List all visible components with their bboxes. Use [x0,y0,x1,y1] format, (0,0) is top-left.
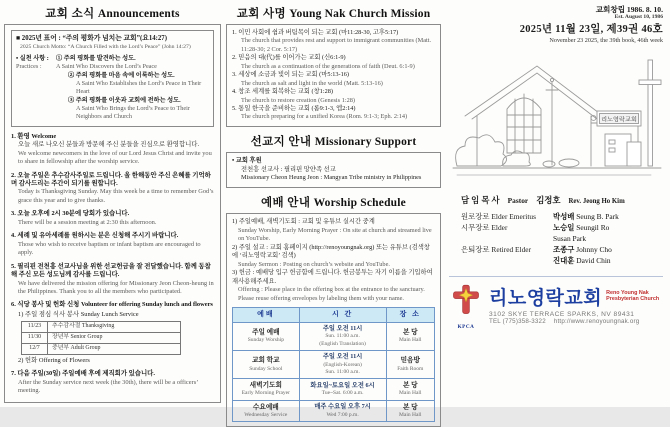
footer-divider [449,276,663,277]
mission-ko: 4. 창조 세계를 회복하는 교회 (창1:28) [232,88,333,96]
church-line-art [451,52,663,184]
announcement-head: 1. 환영 Welcome [11,132,57,140]
elders-grid [461,212,667,266]
practices-label-en: Practices : [16,63,42,71]
mission-ko: 3. 세상에 소금과 빛이 되는 교회 (마5:13-16) [232,71,350,79]
lunch-date: 11/23 [22,322,48,333]
founded-date-en: Est. August 10, 1986 [614,14,663,21]
mission-en: The church preparing for a unified Korea (Rom. 9:1-3; Eph. 2:14) [241,113,408,121]
issue-date-en: November 23 2025, the 39th book, 46th week [549,36,663,44]
church-name-ko: 리노영락교회 [489,287,603,309]
staff-role [461,256,553,266]
masthead [447,5,667,44]
mission-title-en: Young Nak Church Mission [289,8,431,20]
mission-item [232,88,435,105]
table-row [22,343,181,354]
kpca-label: KPCA [457,323,475,330]
table-row [22,333,181,344]
lunch-service-table [21,321,181,354]
pastor-role-ko: 담 임 목 사 [461,196,500,206]
mission-item [232,54,435,71]
mission-item [232,105,435,122]
star-icon [459,288,472,301]
announcement-head: 5. 필리핀 전천흥 선교사님을 위한 선교헌금을 잘 전달했습니다. 함께 동참해 주신 모든 성도님께 감사를 드립니다. [11,262,211,279]
announcement-body: 오늘 새로 나오신 분들과 방문해 주신 분들을 진심으로 환영합니다. [18,141,200,149]
practice-2-ko: ② 주의 평화를 마음 속에 이룩하는 성도. [68,71,175,79]
staff-name: 노승일 Seungil Ro [553,222,610,232]
announcement-en: After the Sunday service next week (the 30th), there will be a officers’ meeting. [18,378,198,395]
worship-note-ko: 1) 주일예배, 새벽기도회 : 교회 및 유튜브 실시간 중계 [232,218,375,226]
worship-schedule-table [232,307,435,422]
worship-note-en: Sunday Sermon : Posting on church’s website and YouTube. [238,260,390,268]
service-place-ko: 본 당 [402,382,418,390]
worship-note-en: Offering : Please place in the offering box at the entrance to the sanctuary. Please reuse offering envelopes by labeling them with your name. [238,286,425,302]
pastor-row [461,195,667,206]
church-website[interactable]: http://www.renoyoungnak.org [553,317,640,325]
table-header-row [233,308,435,322]
table-row [233,322,435,350]
volunteer-head: 6. 식당 봉사 및 헌화 신청 Volunteer for offering Sunday lunch and flowers [11,301,213,309]
worship-box [226,213,441,427]
announcement-item [11,133,214,167]
motto-en: 2025 Church Motto: “A Church Filled with the Lord’s Peace” (John 14:27) [20,44,191,51]
missionary-title-en: Missionary Support [314,135,417,148]
mission-en: The church as salt and light in the world (Matt. 5:13-16) [241,79,383,87]
practices-label-ko: • 실천 사항 : [16,54,49,62]
table-row [22,322,181,333]
mission-en: The church that provides rest and support to immigrant communities (Matt. 11:28-30; 2 Cor. 5:17) [241,37,432,53]
issue-date-ko: 2025년 11월 23일, 제39권 46호 [519,24,663,36]
service-time-en: Tue~Sat. 6:00 a.m. [321,390,364,397]
service-name-en: Sunday School [249,365,283,372]
service-place-en: Main Hall [399,337,422,344]
missionary-title-ko: 선교지 안내 [250,135,312,148]
motto-box [11,30,214,127]
mission-ko: 2. 믿음의 대(代)를 이어가는 교회 (신6:1-9) [232,54,346,62]
announcement-head: 4. 세례 및 유아세례를 원하시는 분은 신청해 주시기 바랍니다. [11,232,179,240]
mission-ko: 5. 통일 한국을 준비하는 교회 (롬9:1-3, 엡2:14) [232,104,356,112]
service-name-en: Early Morning Prayer [241,390,290,397]
service-place-en: Main Hall [399,390,422,397]
lunch-group: 중년부 Adult Group [48,343,181,354]
service-place-en: Main Hall [399,411,422,418]
announcements-title-en: Announcements [97,8,180,20]
mission-ko: 1. 이민 사회에 쉼과 버팀목이 되는 교회 (마11:28-30, 고후5:17) [232,29,399,36]
announcement-en: We welcome newcomers in the love of our Lord Jesus Christ and invite you to share in fellowship after the worship service. [18,149,212,166]
mission-en: The church to restore creation (Genesis 1:28) [241,96,355,104]
announcement-en: We have delivered the mission offering for Missionary Jeon Cheon-heung in the Philippines. Thank you to all the members who participated. [18,279,214,295]
service-place-ko: 본 당 [402,329,418,337]
announcement-item [11,263,214,297]
worship-title [226,194,441,210]
table-row [233,379,435,400]
service-name-en: Sunday Worship [247,337,284,344]
worship-note-ko: 3) 헌금 : 예배당 입구 헌금함에 드립니다. 헌금봉투는 자기 이름을 기입하여 재사용해주세요. [232,269,433,285]
mission-item [232,29,435,54]
practice-3-ko: ③ 주의 평화를 이웃과 교회에 전하는 성도. [68,96,181,104]
logo-text-block [489,283,659,325]
announcements-box [4,24,221,403]
service-place-en: Faith Room [397,365,424,372]
mission-title-ko: 교회 사명 [236,8,286,20]
volunteer-item [11,301,214,365]
announcements-column [4,5,221,403]
staff-role [461,234,553,244]
worship-note-en: Sunday Worship, Early Morning Prayer : On site at church and streamed live on YouTube. [238,226,432,243]
service-time-en: (English-Korean) [323,361,362,368]
announcement-head: 3. 오늘 오후에 2시 30분에 당회가 있습니다. [11,210,130,218]
mission-title [226,5,441,21]
church-address: 3102 SKYE TERRACE SPARKS, NV 89431 [489,310,635,318]
pastor-name-en: Rev. Jeong Ho Kim [568,198,625,206]
missionary-ko: 전천흥 선교사 : 필리핀 망얀족 선교 [241,165,336,173]
missionary-title [226,133,441,149]
motto-ko: ■ 2025년 표어 : “주의 평화가 넘치는 교회”(요14:27) [16,35,167,42]
service-time-en: Wed 7:00 p.m. [326,411,359,418]
staff-name: 박성배 Seung B. Park [553,211,619,221]
practice-1-ko: ① 주의 평화를 발견하는 성도. [56,54,136,62]
announcement-head: 7. 다음 주일(30일) 주일예배 후에 제직회가 있습니다. [11,370,155,378]
table-row [233,351,435,379]
announcement-head: 2. 오늘 주일은 추수감사주일로 드립니다. 올 한해동안 주신 은혜를 기억하며 감사드리는 주간이 되기를 원합니다. [11,171,211,187]
masthead-column [447,5,667,330]
worship-note-ko: 2) 주일 설교 : 교회 홈페이지 (http://renoyoungnak.org) 또는 유튜브 (검색창에 ‘리노영락교회’ 검색) [232,243,430,260]
announcement-item [11,210,214,227]
kpca-cross-icon [451,283,481,319]
service-name-ko: 교회 학교 [252,357,280,365]
missionary-box [226,152,441,188]
worship-title-ko: 예배 안내 [261,197,311,210]
staff-role: 원로장로 Elder Emeritus [461,211,536,221]
staff-name: 조종구 Johnny Cho [553,244,612,254]
announcements-title [4,5,221,21]
service-name-en: Wednesday Service [244,411,288,418]
church-name-en: Reno Young Nak Presbyterian Church [606,289,660,303]
service-time: 주일 오전 11시 [322,353,363,361]
founded-date-ko: 교회창립 1986. 8. 10. [595,5,663,14]
lunch-date: 11/30 [22,333,48,344]
lunch-group: 장년부 Senior Group [48,333,181,344]
church-phone: TEL (775)358-3322 [489,317,546,325]
announcement-item [11,370,214,395]
lunch-group: 추수감사절 Thanksgiving [48,322,181,333]
volunteer-sub2: 2) 헌화 Offering of Flowers [18,356,90,364]
service-time: 매주 수요일 오후 7시 [314,403,371,411]
service-time: 화요일~토요일 오전 6시 [310,381,375,389]
missionary-bullet: • 교회 후원 [232,156,262,164]
column-header: 시 간 [299,308,386,322]
announcements-title-ko: 교회 소식 [45,8,95,20]
announcement-en: There will be a session meeting at 2:30 this afternoon. [18,218,157,226]
announcement-en: Those who wish to receive baptism or infant baptism are encouraged to apply. [18,240,201,257]
pastor-role-en: Pastor [507,196,529,206]
mission-column [226,5,441,427]
staff-role: 은퇴장로 Retired Elder [461,244,532,254]
practice-3-en: A Saint Who Brings the Lord’s Peace to Their Neighbors and Church [76,105,190,121]
service-time: 주일 오전 11시 [322,324,363,332]
staff-name: 진대훈 David Chin [553,255,611,265]
mission-box [226,24,441,127]
announcement-item [11,232,214,257]
service-place-ko: 믿음방 [400,357,420,365]
service-time-note: Sun. 11:00 a.m. [325,368,360,375]
missionary-en: Missionary Cheon Heung Jeon : Mangyan Tribe ministry in Philippines [241,174,422,182]
volunteer-sub1: 1) 주일 점심 식사 봉사 Sunday Lunch Service [18,310,139,318]
staff-list [447,195,667,265]
service-time-note: (English Translation) [319,340,366,347]
staff-role: 시무장로 Elder [461,222,508,232]
church-contact [489,318,659,325]
service-time-en: Sun. 11:00 a.m. [325,333,360,340]
service-name-ko: 주일 예배 [252,329,280,337]
worship-title-en: Worship Schedule [313,197,406,210]
mission-en: The church as a continuation of the generations of faith (Deut. 6:1-9) [241,62,415,70]
service-place-ko: 본 당 [402,403,418,411]
pastor-name-ko: 김정호 [536,196,561,206]
announcement-item [11,172,214,206]
column-header: 장 소 [386,308,434,322]
column-header: 예배 [233,308,300,322]
practice-2-en: A Saint Who Establishes the Lord’s Peace in Their Heart [76,79,202,96]
church-logo-block [447,283,667,330]
announcement-en: Today is Thanksgiving Sunday. May this week be a time to remember God’s grace this year and to give thanks. [18,188,214,204]
church-sign-text: 리노영락교회 [601,116,637,124]
table-row [233,400,435,421]
lunch-date: 12/7 [22,343,48,354]
service-name-ko: 새벽기도회 [249,382,282,390]
practice-1-en: A Saint Who Discovers the Lord’s Peace [56,63,157,71]
staff-name: Susan Park [553,233,587,243]
mission-item [232,71,435,88]
kpca-logo [449,283,483,330]
service-name-ko: 수요예배 [252,403,279,411]
church-drawing [447,52,667,189]
